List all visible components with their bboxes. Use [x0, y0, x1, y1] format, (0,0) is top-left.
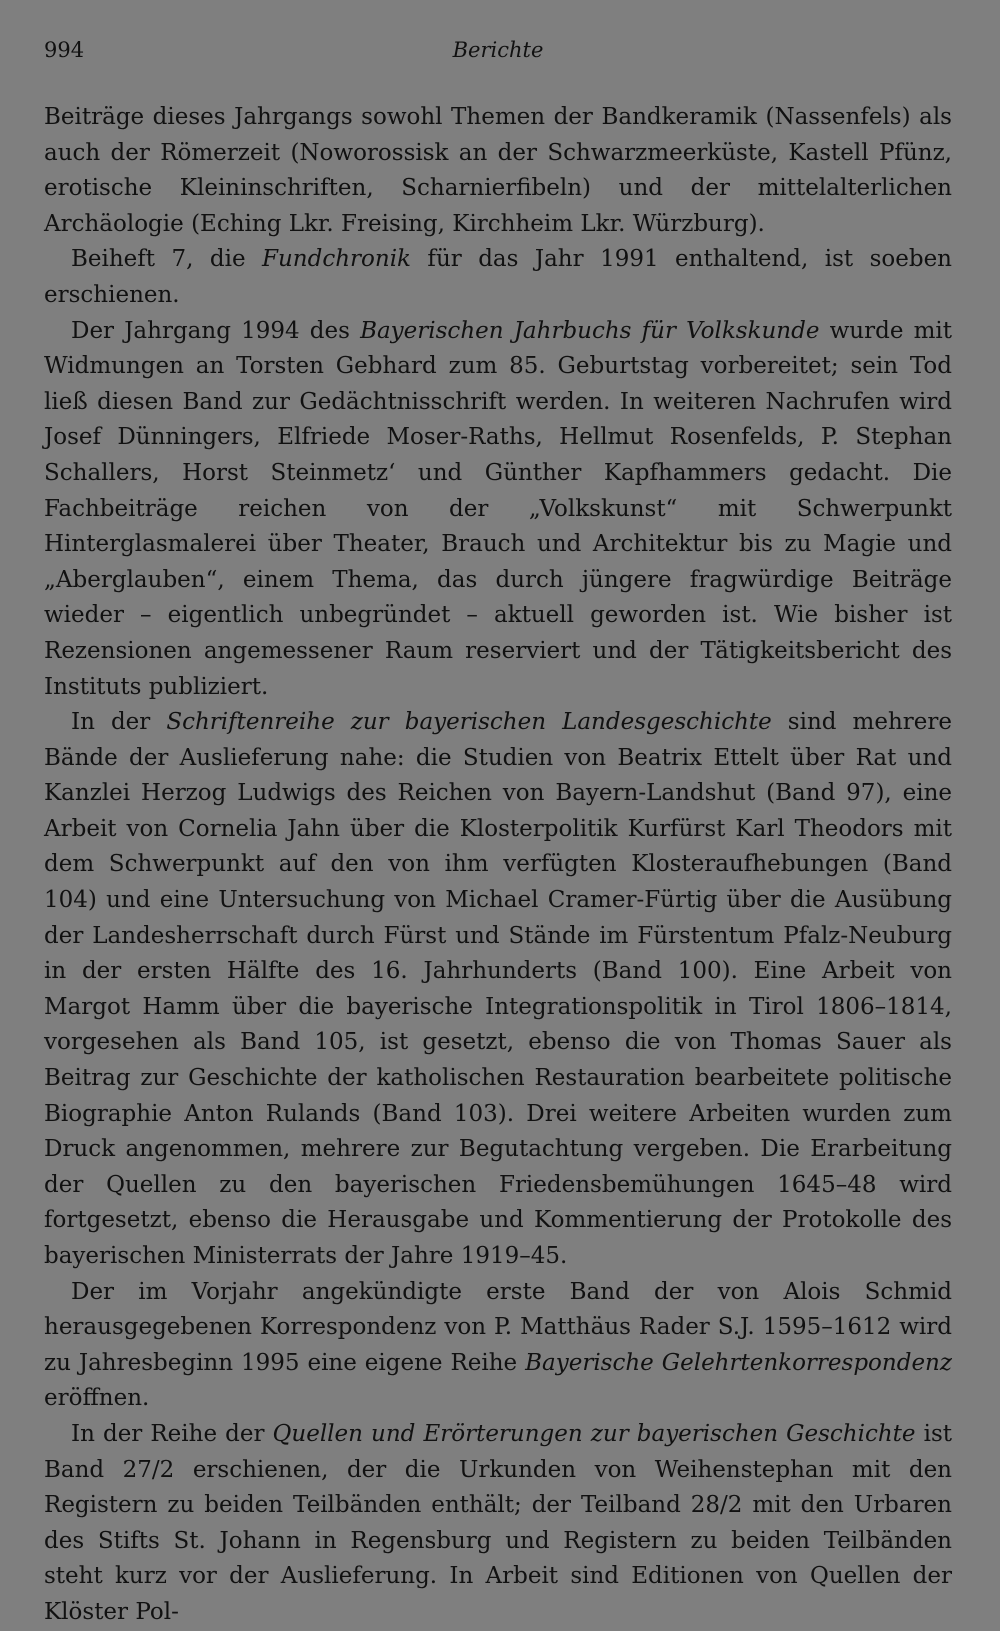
- text-segment: Beiträge dieses Jahrgangs sowohl Themen der Bandkeramik (Nassenfels) als auch der Römerzeit (Noworossisk an der Schwarzmeerküste, Kastell Pfünz, erotische Kleininschriften, Scharnierfibeln) und der mittelalterlichen Archäologie (Eching Lkr. Freising, Kirchheim Lkr. Würzburg).: [44, 104, 952, 237]
- paragraph: [44, 1275, 952, 1417]
- italic-title: Fundchronik: [262, 246, 411, 273]
- paragraph: [44, 705, 952, 1275]
- text-segment: wurde mit Widmungen an Torsten Gebhard zum 85. Geburtstag vorbereitet; sein Tod ließ diesen Band zur Gedächtnisschrift werden. In weiteren Nachrufen wird Josef Dünningers, Elfriede Moser-Raths, Hellmut Rosenfelds, P. Stephan Schallers, Horst Steinmetz‘ und Günther Kapfhammers gedacht. Die Fachbeiträge reichen von der „Volkskunst“ mit Schwerpunkt Hinterglasmalerei über Theater, Brauch und Architektur bis zu Magie und „Aberglauben“, einem Thema, das durch jüngere fragwürdige Beiträge wieder – eigentlich unbegründet – aktuell geworden ist. Wie bisher ist Rezensionen angemessener Raum reserviert und der Tätigkeitsbericht des Instituts publiziert.: [44, 317, 952, 700]
- text-segment: In der: [71, 709, 167, 736]
- body-text: [44, 100, 952, 1631]
- paragraph: [44, 314, 952, 706]
- paragraph: [44, 100, 952, 242]
- page-header: [44, 0, 952, 98]
- page-number: 994: [44, 38, 85, 62]
- running-head: Berichte: [452, 38, 544, 62]
- text-segment: ist Band 27/2 erschienen, der die Urkunden von Weihenstephan mit den Registern zu beiden Teilbänden enthält; der Teilband 28/2 mit den Urbaren des Stifts St. Johann in Regensburg und Registern zu beiden Teilbänden steht kurz vor der Auslieferung. In Arbeit sind Editionen von Quellen der Klöster Pol-: [44, 1420, 953, 1625]
- italic-title: Bayerischen Jahrbuchs für Volkskunde: [360, 317, 820, 344]
- text-segment: sind mehrere Bände der Auslieferung nahe: die Studien von Beatrix Ettelt über Rat und Kanzlei Herzog Ludwigs des Reichen von Bayern-Landshut (Band 97), eine Arbeit von Cornelia Jahn über die Klosterpolitik Kurfürst Karl Theodors mit dem Schwerpunkt auf den von ihm verfügten Klosteraufhebungen (Band 104) und eine Untersuchung von Michael Cramer-Fürtig über die Ausübung der Landesherrschaft durch Fürst und Stände im Fürstentum Pfalz-Neuburg in der ersten Hälfte des 16. Jahrhunderts (Band 100). Eine Arbeit von Margot Hamm über die bayerische Integrationspolitik in Tirol 1806–1814, vorgesehen als Band 105, ist gesetzt, ebenso die von Thomas Sauer als Beitrag zur Geschichte der katholischen Restauration bearbeitete politische Biographie Anton Rulands (Band 103). Drei weitere Arbeiten wurden zum Druck angenommen, mehrere zur Begutachtung vergeben. Die Erarbeitung der Quellen zu den bayerischen Friedensbemühungen 1645–48 wird fortgesetzt, ebenso die Herausgabe und Kommentierung der Protokolle des bayerischen Ministerrats der Jahre 1919–45.: [44, 709, 952, 1269]
- text-segment: Der im Vorjahr angekündigte erste Band der von Alois Schmid herausgegebenen Korrespondenz von P. Matthäus Rader S.J. 1595–1612 wird zu Jahresbeginn 1995 eine eigene Reihe: [44, 1278, 952, 1376]
- italic-title: Schriftenreihe zur bayerischen Landesgeschichte: [166, 709, 772, 736]
- text-segment: Beiheft 7, die: [71, 246, 263, 273]
- text-segment: eröffnen.: [44, 1385, 150, 1412]
- paragraph: [44, 1417, 952, 1631]
- text-segment: In der Reihe der: [71, 1420, 273, 1447]
- paragraph: [44, 242, 952, 313]
- italic-title: Quellen und Erörterungen zur bayerischen Geschichte: [272, 1420, 916, 1447]
- text-segment: für das Jahr 1991 enthaltend, ist soeben erschienen.: [44, 246, 952, 308]
- text-segment: Der Jahrgang 1994 des: [71, 317, 361, 344]
- document-page: [44, 0, 953, 1625]
- italic-title: Bayerische Gelehrtenkorrespondenz: [525, 1349, 952, 1376]
